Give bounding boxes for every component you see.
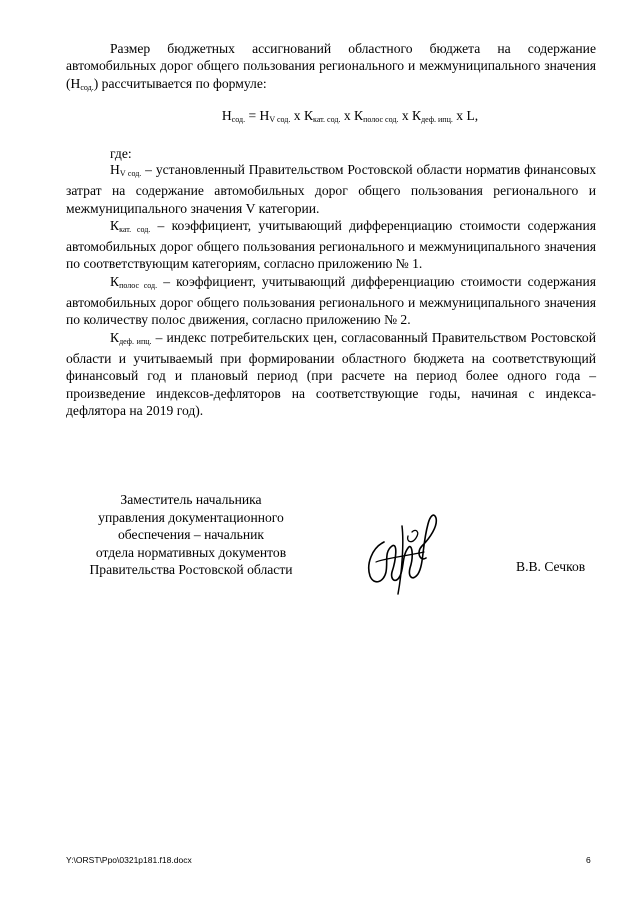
- definition-paragraph: $К_{деф. ипц.}$ – индекс потребительских цен, согласованный Правительством Ростовской области и учитываемый при формировании областного бюджета на соответствующий финансовый год и плановый период (при расчете на период более одного года – произведение индексов-дефляторов на соответствующие годы, начиная с индекса-дефлятора на 2019 год).: [66, 329, 596, 418]
- intro-text-end: ) рассчитывается по формуле:: [93, 75, 267, 91]
- intro-text: Размер бюджетных ассигнований областного бюджета на содержание автомобильных дорог общего пользования регионального и межмуниципального значения (Н: [66, 41, 596, 91]
- intro-paragraph: [66, 40, 596, 96]
- signatory-name: В.В. Сечков: [516, 559, 586, 574]
- intro-subscript: сод.: [80, 82, 94, 92]
- handwritten-signature-icon: [362, 502, 440, 598]
- formula: $Н_{сод.} = Н_{V сод.}$ х $К_{кат. сод.}$ х $К_{полос сод.}$ х $К_{деф. ипц.}$ х L,: [221, 108, 479, 124]
- definition-paragraph: $К_{кат. сод.}$ – коэффициент, учитывающий дифференциацию стоимости содержания автомобильных дорог общего пользования регионального и межмуниципального значения по соответствующим категориям, согласно приложению № 1.: [66, 217, 596, 272]
- page-number: 6: [586, 855, 591, 865]
- signatory-title: Заместитель начальника управления документационного обеспечения – начальник отдела нормативных документов Правительства Ростовской области: [89, 492, 293, 577]
- definition-paragraph: $Н_{V сод.}$ – установленный Правительством Ростовской области норматив финансовых затрат на содержание автомобильных дорог общего пользования регионального и межмуниципального значения V категории.: [66, 162, 596, 216]
- definitions: [66, 161, 596, 419]
- where-label: где:: [110, 146, 132, 161]
- definition-paragraph: $К_{полос сод.}$ – коэффициент, учитывающий дифференциацию стоимости содержания автомобильных дорог общего пользования регионального и межмуниципального значения по количеству полос движения, согласно приложению № 2.: [66, 273, 597, 328]
- file-path: Y:\ORST\Ppo\0321p181.f18.docx: [66, 855, 192, 865]
